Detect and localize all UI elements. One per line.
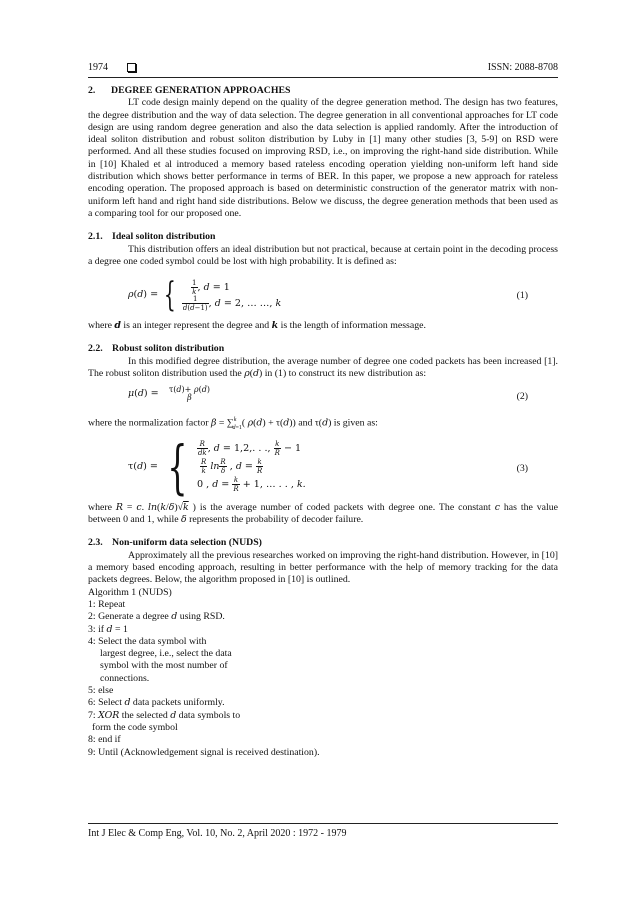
page-header: [88, 60, 558, 76]
page-footer: Int J Elec & Comp Eng, Vol. 10, No. 2, April 2020 : 1972 - 1979: [88, 828, 347, 839]
section-2-1-where: where d is an integer represent the degree and k is the length of information message.: [88, 320, 426, 332]
algo-line: 8: end if: [88, 734, 121, 746]
issn-label: ISSN: 2088-8708: [487, 62, 558, 73]
section-2-1-paragraph: This distribution offers an ideal distribution but not practical, because at certain point in the decoding process a degree one coded symbol could be lost with high probability. It is defined as:: [88, 243, 558, 267]
normalization-text: where the normalization factor β = ∑$^k_{d=1}$( ρ(d) + τ(d)) and τ(d) is given as:: [88, 417, 378, 431]
equation-2-number: (2): [516, 391, 528, 403]
section-2-2-where: where R = c. ln(k/δ)√k ) is the average number of coded packets with degree one. The constant c has the value between 0 and 1, while δ represents the probability of decoder failure.: [88, 501, 558, 526]
algorithm-steps: [88, 599, 558, 759]
algo-line: 1: Repeat: [88, 598, 126, 610]
algo-line: 5: else: [88, 685, 114, 697]
algo-line: 6: Select d data packets uniformly.: [88, 697, 225, 709]
equation-3: τ(d) = { $\frac{R}{dk}$ , d = 1,2,. . ., $\frac{k}{R}$ − 1 $\frac{R}{k}$ ln $\frac{R}{\delta}$ , d = $\frac{k}{R}$ 0 , d = $\frac{k}{R}$ + 1, … . . , k. (3): [128, 432, 528, 501]
equation-1: ρ(d) = { $\frac{1}{k}$ , d = 1 $\frac{1}{d(d-1)}$ , d = 2, … …, k (1): [128, 275, 528, 316]
algorithm-title: Algorithm 1 (NUDS): [88, 586, 172, 598]
algo-line: 7: XOR the selected d data symbols to: [88, 709, 241, 721]
algo-line: 3: if d = 1: [88, 623, 128, 635]
equation-3-number: (3): [516, 462, 528, 474]
section-2-1-heading: 2.1. Ideal soliton distribution: [88, 231, 216, 243]
algo-line: 9: Until (Acknowledgement signal is received destination).: [88, 746, 320, 758]
section-2-2-paragraph: In this modified degree distribution, the average number of degree one coded packets has been increased [1]. The robust soliton distribution used the ρ(d) in (1) to construct its new distribution as:: [88, 355, 558, 380]
algo-line: symbol with the most number of: [100, 660, 228, 672]
footer-rule: [88, 823, 558, 824]
algo-line: form the code symbol: [92, 721, 178, 733]
section-2-paragraph: LT code design mainly depend on the quality of the degree generation method. The design has two features, the degree distribution and the way of data selection. The degree generation in all conventional approaches for LT code design are using random degree generation and also the data selection is applied randomly. After the introduction of ideal soliton distribution and robust soliton distribution by Luby in [1] many other studies [3, 5-9] on RSD were performed. And all these studies focused on improving RSD, i.e., on improving the right-hand side distribution. While in [10] Khaled et al introduced a memory based rateless encoding operation yielding non-uniform left hand side distribution which shows better performance in terms of BER. In this paper, we propose a new approach for rateless encoding operation. The proposed approach is based on deterministic construction of the generator matrix with non-uniform left hand and right hand side distributions. Below we discuss, the degree generation methods that been used as a comparing tool for our proposed one.: [88, 97, 558, 219]
main-content: [88, 85, 558, 759]
equation-2: μ(d) = τ(d)+ ρ(d) β (2): [128, 385, 528, 403]
algo-line: 4: Select the data symbol with: [88, 635, 207, 647]
header-rule: [88, 77, 558, 78]
box-icon: [127, 63, 136, 72]
section-2-3-heading: 2.3. Non-uniform data selection (NUDS): [88, 537, 262, 549]
section-2-3-paragraph: Approximately all the previous researches worked on improving the right-hand distribution. However, in [10] a memory based encoding approach, resulting in better performance with the help of memory tracking for the data packets degrees. Below, the algorithm proposed in [10] is outlined.: [88, 549, 558, 586]
section-2-heading: 2. DEGREE GENERATION APPROACHES: [88, 85, 291, 96]
section-2-2-heading: 2.2. Robust soliton distribution: [88, 343, 225, 355]
algo-line: largest degree, i.e., select the data: [100, 648, 232, 660]
page-number: 1974: [88, 62, 108, 73]
algo-line: connections.: [100, 672, 150, 684]
algo-line: 2: Generate a degree d using RSD.: [88, 611, 225, 623]
equation-1-number: (1): [516, 290, 528, 302]
